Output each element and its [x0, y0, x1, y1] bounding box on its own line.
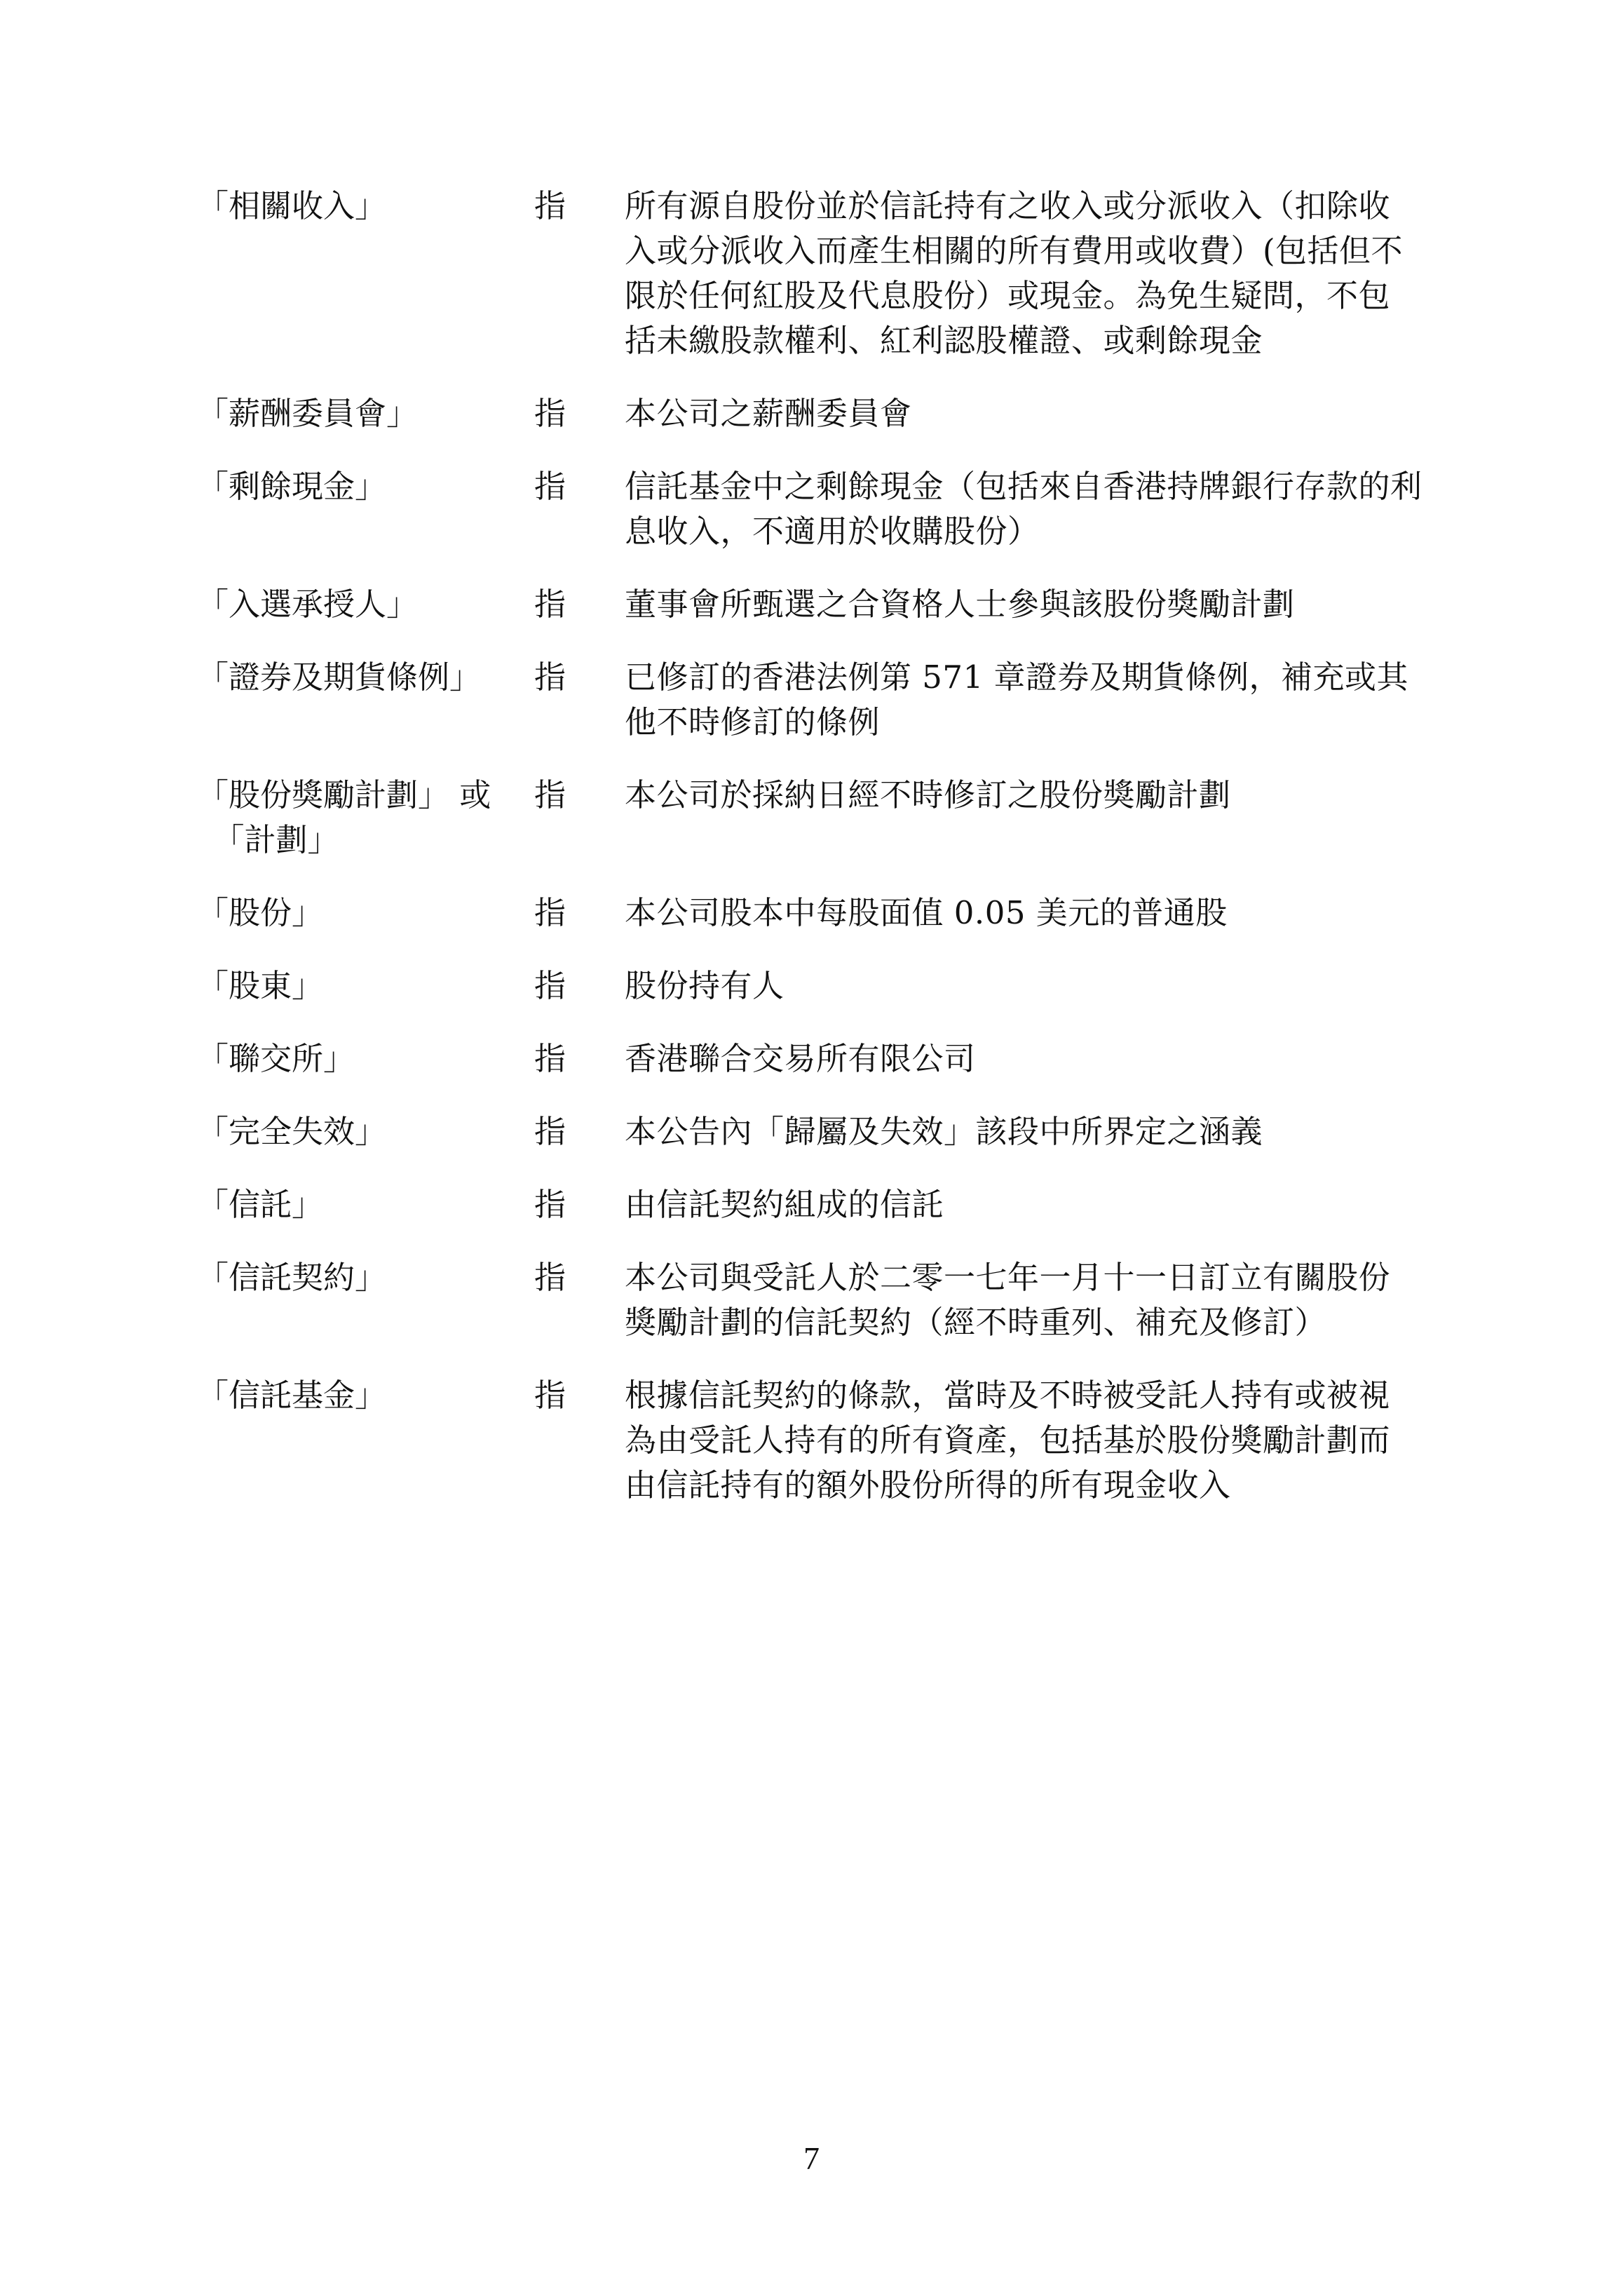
definition-term-line: 「完全失效」: [197, 1113, 387, 1150]
definition-means: 指: [534, 1186, 566, 1223]
definition-text-line: 限於任何紅股及代息股份）或現金。為免生疑問，不包: [625, 277, 1391, 314]
definition-means: 指: [534, 1259, 566, 1296]
definition-row: [197, 184, 1431, 363]
definition-text-line: 本公司與受託人於二零一七年一月十一日訂立有關股份: [625, 1259, 1391, 1296]
definition-term-line: 「聯交所」: [197, 1040, 355, 1077]
definition-text-line: 所有源自股份並於信託持有之收入或分派收入（扣除收: [625, 187, 1391, 224]
definition-term: [197, 582, 530, 627]
definition-row: [197, 391, 1431, 436]
definition-term-line: 「信託契約」: [197, 1259, 387, 1296]
definition-term: [197, 1373, 530, 1418]
definition-text-line: 他不時修訂的條例: [625, 703, 881, 741]
definition-text-line: 本公告內「歸屬及失效」該段中所界定之涵義: [625, 1113, 1263, 1150]
definition-means: 指: [534, 894, 566, 931]
definitions-list: [197, 184, 1431, 1536]
definition-row: [197, 582, 1431, 627]
definition-text: [625, 582, 1431, 627]
definition-text-line: 本公司股本中每股面值 0.05 美元的普通股: [625, 894, 1228, 931]
definition-term-line: 「股份」: [197, 894, 324, 931]
definition-means: 指: [534, 659, 566, 696]
definition-row: [197, 1109, 1431, 1154]
definition-text-line: 括未繳股款權利、紅利認股權證、或剩餘現金: [625, 322, 1263, 359]
definition-text: [625, 391, 1431, 436]
definition-row: [197, 773, 1431, 863]
definition-row: [197, 964, 1431, 1008]
definition-text: [625, 184, 1431, 363]
definition-text-line: 根據信託契約的條款，當時及不時被受託人持有或被視: [625, 1377, 1391, 1414]
definition-row: [197, 464, 1431, 554]
definition-means: 指: [534, 468, 566, 505]
definition-term: [197, 1255, 530, 1300]
definition-term-line: 「剩餘現金」: [197, 468, 387, 505]
definition-term-line: 「相關收入」: [197, 187, 387, 224]
definition-text-line: 本公司於採納日經不時修訂之股份獎勵計劃: [625, 776, 1231, 813]
definition-row: [197, 1036, 1431, 1081]
definition-term: [197, 655, 530, 700]
definition-term: [197, 391, 530, 436]
definition-text: [625, 655, 1431, 745]
definition-term-line: 「證券及期貨條例」: [197, 659, 482, 696]
definition-term: [197, 964, 530, 1008]
definition-term-line: 「股東」: [197, 967, 324, 1004]
definition-text: [625, 773, 1431, 818]
definition-row: [197, 891, 1431, 936]
definition-row: [197, 1182, 1431, 1227]
definition-term: [197, 773, 530, 863]
definition-text-line: 息收入，不適用於收購股份）: [625, 513, 1040, 550]
definition-text-line: 由信託持有的額外股份所得的所有現金收入: [625, 1466, 1231, 1504]
definition-means: 指: [534, 1040, 566, 1077]
definition-text-line: 已修訂的香港法例第 571 章證券及期貨條例，補充或其: [625, 659, 1409, 696]
definition-text-line: 本公司之薪酬委員會: [625, 395, 912, 432]
definition-text-line: 董事會所甄選之合資格人士參與該股份獎勵計劃: [625, 586, 1295, 623]
definition-text: [625, 1373, 1431, 1508]
definition-term-line: 「入選承授人」: [197, 586, 419, 623]
definition-means: 指: [534, 187, 566, 224]
definition-means: 指: [534, 395, 566, 432]
definition-term-line: 「薪酬委員會」: [197, 395, 419, 432]
definition-term: [197, 891, 530, 936]
definition-text-line: 股份持有人: [625, 967, 785, 1004]
definition-text-line: 香港聯合交易所有限公司: [625, 1040, 976, 1077]
definition-means: 指: [534, 1113, 566, 1150]
definition-term: [197, 184, 530, 229]
definition-row: [197, 1255, 1431, 1345]
definition-row: [197, 655, 1431, 745]
definition-term-line: 「股份獎勵計劃」 或: [197, 776, 491, 813]
definition-means: 指: [534, 1377, 566, 1414]
definition-text-line: 為由受託人持有的所有資產，包括基於股份獎勵計劃而: [625, 1422, 1391, 1459]
definition-means: 指: [534, 776, 566, 813]
definition-text: [625, 1182, 1431, 1227]
definition-text: [625, 1109, 1431, 1154]
definition-term: [197, 1109, 530, 1154]
definition-text: [625, 1255, 1431, 1345]
definition-means: 指: [534, 967, 566, 1004]
definition-text: [625, 464, 1431, 554]
definition-text: [625, 964, 1431, 1008]
page-number: 7: [803, 2140, 820, 2176]
definition-text-line: 由信託契約組成的信託: [625, 1186, 944, 1223]
definition-text: [625, 1036, 1431, 1081]
definition-means: 指: [534, 586, 566, 623]
definition-row: [197, 1373, 1431, 1508]
definition-term-line: 「計劃」: [197, 821, 339, 858]
definition-term-line: 「信託」: [197, 1186, 324, 1223]
definition-term: [197, 1182, 530, 1227]
definition-text: [625, 891, 1431, 936]
definition-text-line: 獎勵計劃的信託契約（經不時重列、補充及修訂）: [625, 1304, 1327, 1341]
definition-term: [197, 1036, 530, 1081]
definition-text-line: 入或分派收入而產生相關的所有費用或收費）(包括但不: [625, 232, 1404, 269]
definition-term: [197, 464, 530, 509]
definition-text-line: 信託基金中之剩餘現金（包括來自香港持牌銀行存款的利: [625, 468, 1422, 505]
definition-term-line: 「信託基金」: [197, 1377, 387, 1414]
